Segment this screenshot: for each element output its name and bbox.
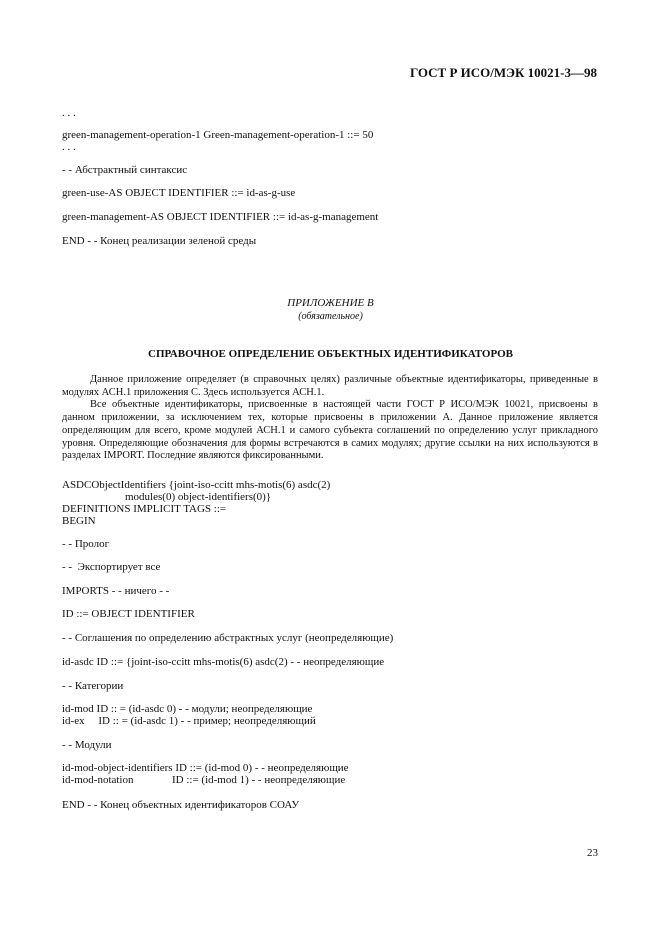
- code-line: BEGIN: [62, 515, 96, 527]
- document-header: ГОСТ Р ИСО/МЭК 10021-3—98: [409, 65, 597, 80]
- paragraph: Данное приложение определяет (в справочных целях) различные объектные идентификаторы, приведенные в модулях АСН.1 приложения С. Здесь используется АСН.1.: [62, 374, 598, 398]
- page-number: 23: [587, 847, 598, 859]
- code-line: - - Экспортирует все: [62, 561, 161, 573]
- code-line: id-mod-notation ID ::= (id-mod 1) - - неопределяющие: [62, 774, 346, 786]
- code-line: - - Соглашения по определению абстрактных услуг (неопределяющие): [62, 632, 394, 644]
- code-line: - - Категории: [62, 680, 124, 692]
- code-line: - - Абстрактный синтаксис: [62, 164, 188, 176]
- section-heading: СПРАВОЧНОЕ ОПРЕДЕЛЕНИЕ ОБЪЕКТНЫХ ИДЕНТИФИКАТОРОВ: [148, 348, 513, 360]
- code-line: - - Модули: [62, 739, 112, 751]
- code-line: ASDCObjectIdentifiers {joint-iso-ccitt mhs-motis(6) asdc(2): [62, 479, 331, 491]
- code-line: id-ex ID :: = (id-asdc 1) - - пример; неопределяющий: [62, 715, 316, 727]
- appendix-body: [62, 374, 598, 463]
- code-line: . . .: [62, 141, 76, 153]
- paragraph: Все объектные идентификаторы, присвоенные в настоящей части ГОСТ Р ИСО/МЭК 10021, присвоены в данном приложении, за исключением тех, которые присвоены в приложении А. Данное приложение является определяющим для всего, кроме модулей АСН.1 и самого субъекта соглашений по определению услуг прикладного уровня. Определяющие обозначения для формы встречаются в самих модулях; другие ссылки на них используются в разделах IMPORT. Последние являются фиксированными.: [62, 399, 598, 462]
- code-line: IMPORTS - - ничего - -: [62, 585, 170, 597]
- code-line: END - - Конец объектных идентификаторов СОАУ: [62, 799, 300, 811]
- code-line: DEFINITIONS IMPLICIT TAGS ::=: [62, 503, 227, 515]
- code-line: . . .: [62, 107, 76, 119]
- code-line: id-asdc ID ::= {joint-iso-ccitt mhs-motis(6) asdc(2) - - неопределяющие: [62, 656, 385, 668]
- code-line: modules(0) object-identifiers(0)}: [125, 491, 272, 503]
- code-line: ID ::= OBJECT IDENTIFIER: [62, 608, 195, 620]
- code-line: green-management-AS OBJECT IDENTIFIER ::= id-as-g-management: [62, 211, 379, 223]
- appendix-subtitle: (обязательное): [298, 311, 363, 322]
- appendix-title: ПРИЛОЖЕНИЕ В: [287, 297, 374, 309]
- code-line: id-mod ID :: = (id-asdc 0) - - модули; неопределяющие: [62, 703, 313, 715]
- code-line: green-management-operation-1 Green-management-operation-1 ::= 50: [62, 129, 374, 141]
- code-line: END - - Конец реализации зеленой среды: [62, 235, 257, 247]
- code-line: green-use-AS OBJECT IDENTIFIER ::= id-as-g-use: [62, 187, 296, 199]
- code-line: id-mod-object-identifiers ID ::= (id-mod 0) - - неопределяющие: [62, 762, 349, 774]
- code-line: - - Пролог: [62, 538, 110, 550]
